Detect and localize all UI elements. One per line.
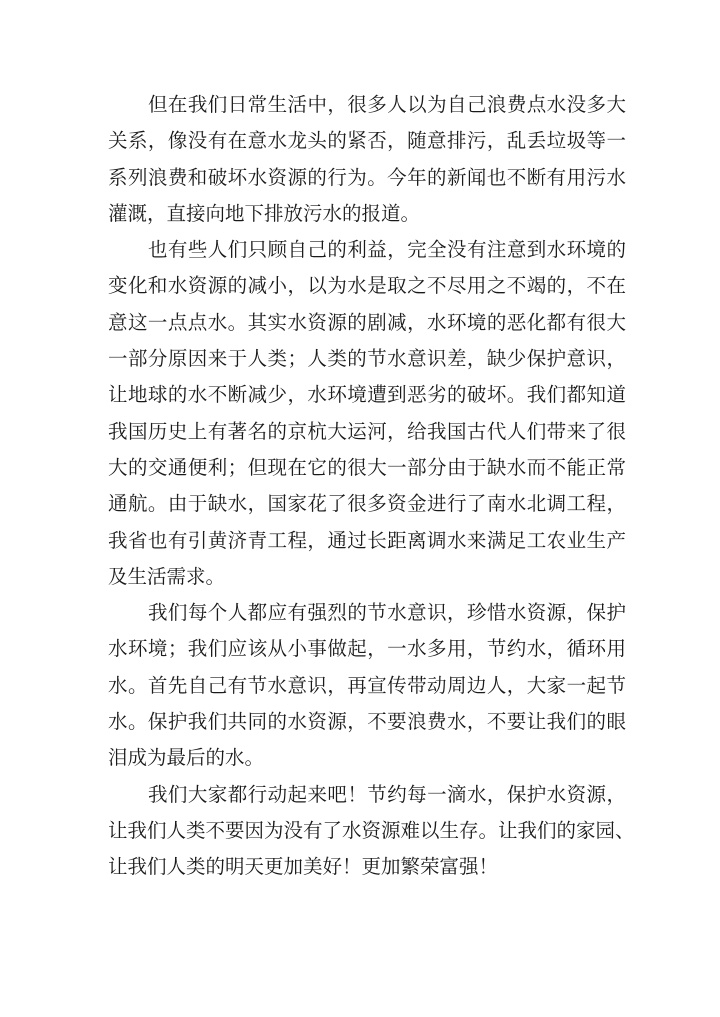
paragraph-line: 让地球的水不断减少，水环境遭到恶劣的破坏。我们都知道 (108, 383, 626, 407)
paragraph-line: 通航。由于缺水，国家花了很多资金进行了南水北调工程， (108, 492, 626, 516)
paragraph-1 (108, 87, 626, 232)
paragraph-line: 变化和水资源的减小，以为水是取之不尽用之不竭的，不在 (108, 274, 626, 298)
paragraph-line: 我省也有引黄济青工程，通过长距离调水来满足工农业生产 (108, 528, 626, 552)
paragraph-line: 让我们人类的明天更加美好！更加繁荣富强！ (108, 855, 499, 879)
document-body (108, 87, 635, 886)
paragraph-4 (108, 777, 635, 886)
paragraph-line: 大的交通便利；但现在它的很大一部分由于缺水而不能正常 (108, 455, 626, 479)
paragraph-line: 一部分原因来于人类；人类的节水意识差，缺少保护意识， (108, 347, 626, 371)
paragraph-line: 水。首先自己有节水意识，再宣传带动周边人，大家一起节 (108, 673, 626, 697)
paragraph-line: 意这一点点水。其实水资源的剧减，水环境的恶化都有很大 (108, 310, 626, 334)
paragraph-line: 我国历史上有著名的京杭大运河，给我国古代人们带来了很 (108, 419, 626, 443)
paragraph-line: 关系，像没有在意水龙头的紧否，随意排污，乱丢垃圾等一 (108, 129, 626, 153)
paragraph-line: 灌溉，直接向地下排放污水的报道。 (108, 201, 421, 225)
paragraph-3 (108, 595, 626, 776)
paragraph-2 (108, 232, 626, 595)
paragraph-line: 我们大家都行动起来吧！节约每一滴水，保护水资源， (148, 782, 626, 806)
paragraph-line: 也有些人们只顾自己的利益，完全没有注意到水环境的 (148, 238, 626, 262)
paragraph-line: 但在我们日常生活中，很多人以为自己浪费点水没多大 (148, 93, 626, 116)
paragraph-line: 泪成为最后的水。 (108, 746, 265, 770)
paragraph-line: 水。保护我们共同的水资源，不要浪费水，不要让我们的眼 (108, 710, 626, 734)
paragraph-line: 我们每个人都应有强烈的节水意识，珍惜水资源，保护 (148, 601, 626, 625)
paragraph-line: 及生活需求。 (108, 564, 226, 588)
paragraph-line: 系列浪费和破坏水资源的行为。今年的新闻也不断有用污水 (108, 165, 626, 189)
paragraph-line: 让我们人类不要因为没有了水资源难以生存。让我们的家园、 (108, 818, 635, 842)
paragraph-line: 水环境；我们应该从小事做起，一水多用，节约水，循环用 (108, 637, 626, 661)
